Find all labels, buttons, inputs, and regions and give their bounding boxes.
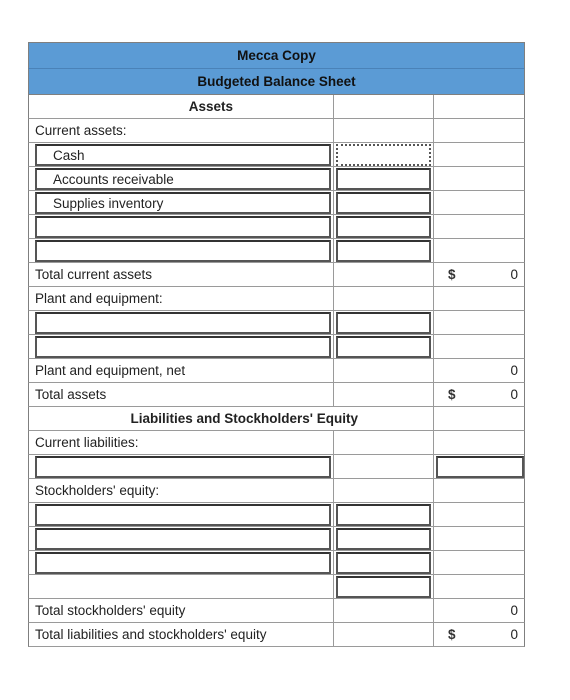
plant-extra-label-2[interactable]	[35, 336, 331, 358]
supplies-amount-input[interactable]	[336, 192, 431, 214]
statement-title: Budgeted Balance Sheet	[28, 69, 525, 95]
total-equity-value: 0	[510, 603, 518, 618]
equity-extra-amount-2[interactable]	[336, 528, 431, 550]
assets-title: Assets	[188, 99, 233, 114]
plant-blank-row-1	[28, 311, 525, 335]
total-current-assets-value: 0	[510, 267, 518, 282]
equity-blank-row-2	[28, 527, 525, 551]
current-asset-extra-label-2[interactable]	[35, 240, 331, 262]
current-assets-label: Current assets:	[35, 123, 127, 138]
current-asset-blank-row-2	[28, 239, 525, 263]
currency-symbol: $	[448, 387, 456, 402]
supplies-row	[28, 191, 525, 215]
equity-extra-amount-3[interactable]	[336, 552, 431, 574]
total-equity-label: Total stockholders' equity	[35, 603, 186, 618]
liability-blank-row	[28, 455, 525, 479]
currency-symbol: $	[448, 267, 456, 282]
plant-net-row	[28, 359, 525, 383]
plant-net-value: 0	[510, 363, 518, 378]
current-assets-row	[28, 119, 525, 143]
current-asset-blank-row-1	[28, 215, 525, 239]
plant-blank-row-2	[28, 335, 525, 359]
plant-extra-amount-2[interactable]	[336, 336, 431, 358]
plant-extra-label-1[interactable]	[35, 312, 331, 334]
plant-net-label: Plant and equipment, net	[35, 363, 186, 378]
plant-row	[28, 287, 525, 311]
total-current-assets-row	[28, 263, 525, 287]
plant-label: Plant and equipment:	[35, 291, 163, 306]
equity-blank-row-3	[28, 551, 525, 575]
equity-blank-row-4	[28, 575, 525, 599]
equity-extra-amount-4[interactable]	[336, 576, 431, 598]
balance-sheet	[28, 42, 525, 647]
supplies-label-input[interactable]	[35, 192, 331, 214]
current-asset-extra-label-1[interactable]	[35, 216, 331, 238]
company-name: Mecca Copy	[28, 42, 525, 69]
ar-amount-input[interactable]	[336, 168, 431, 190]
total-assets-label: Total assets	[35, 387, 107, 402]
current-liabilities-row	[28, 431, 525, 455]
total-equity-row	[28, 599, 525, 623]
ar-label-input[interactable]	[35, 168, 331, 190]
liability-amount-input[interactable]	[436, 456, 524, 478]
liability-label-input[interactable]	[35, 456, 331, 478]
equity-label: Stockholders' equity:	[35, 483, 160, 498]
equity-blank-row-1	[28, 503, 525, 527]
current-asset-extra-amount-2[interactable]	[336, 240, 431, 262]
ar-row	[28, 167, 525, 191]
current-asset-extra-amount-1[interactable]	[336, 216, 431, 238]
liabilities-title: Liabilities and Stockholders' Equity	[130, 411, 358, 426]
equity-extra-label-1[interactable]	[35, 504, 331, 526]
total-le-row	[28, 623, 525, 647]
cash-amount-input[interactable]	[336, 144, 431, 166]
equity-row	[28, 479, 525, 503]
total-le-label: Total liabilities and stockholders' equity	[35, 627, 267, 642]
equity-extra-label-2[interactable]	[35, 528, 331, 550]
total-assets-value: 0	[510, 387, 518, 402]
total-assets-row	[28, 383, 525, 407]
cash-row	[28, 143, 525, 167]
cash-label-input[interactable]	[35, 144, 331, 166]
equity-extra-label-3[interactable]	[35, 552, 331, 574]
total-current-assets-label: Total current assets	[35, 267, 153, 282]
plant-extra-amount-1[interactable]	[336, 312, 431, 334]
currency-symbol: $	[448, 627, 456, 642]
liabilities-header-row	[28, 407, 525, 431]
equity-extra-amount-1[interactable]	[336, 504, 431, 526]
total-le-value: 0	[510, 627, 518, 642]
current-liabilities-label: Current liabilities:	[35, 435, 139, 450]
assets-header-row	[28, 95, 525, 119]
